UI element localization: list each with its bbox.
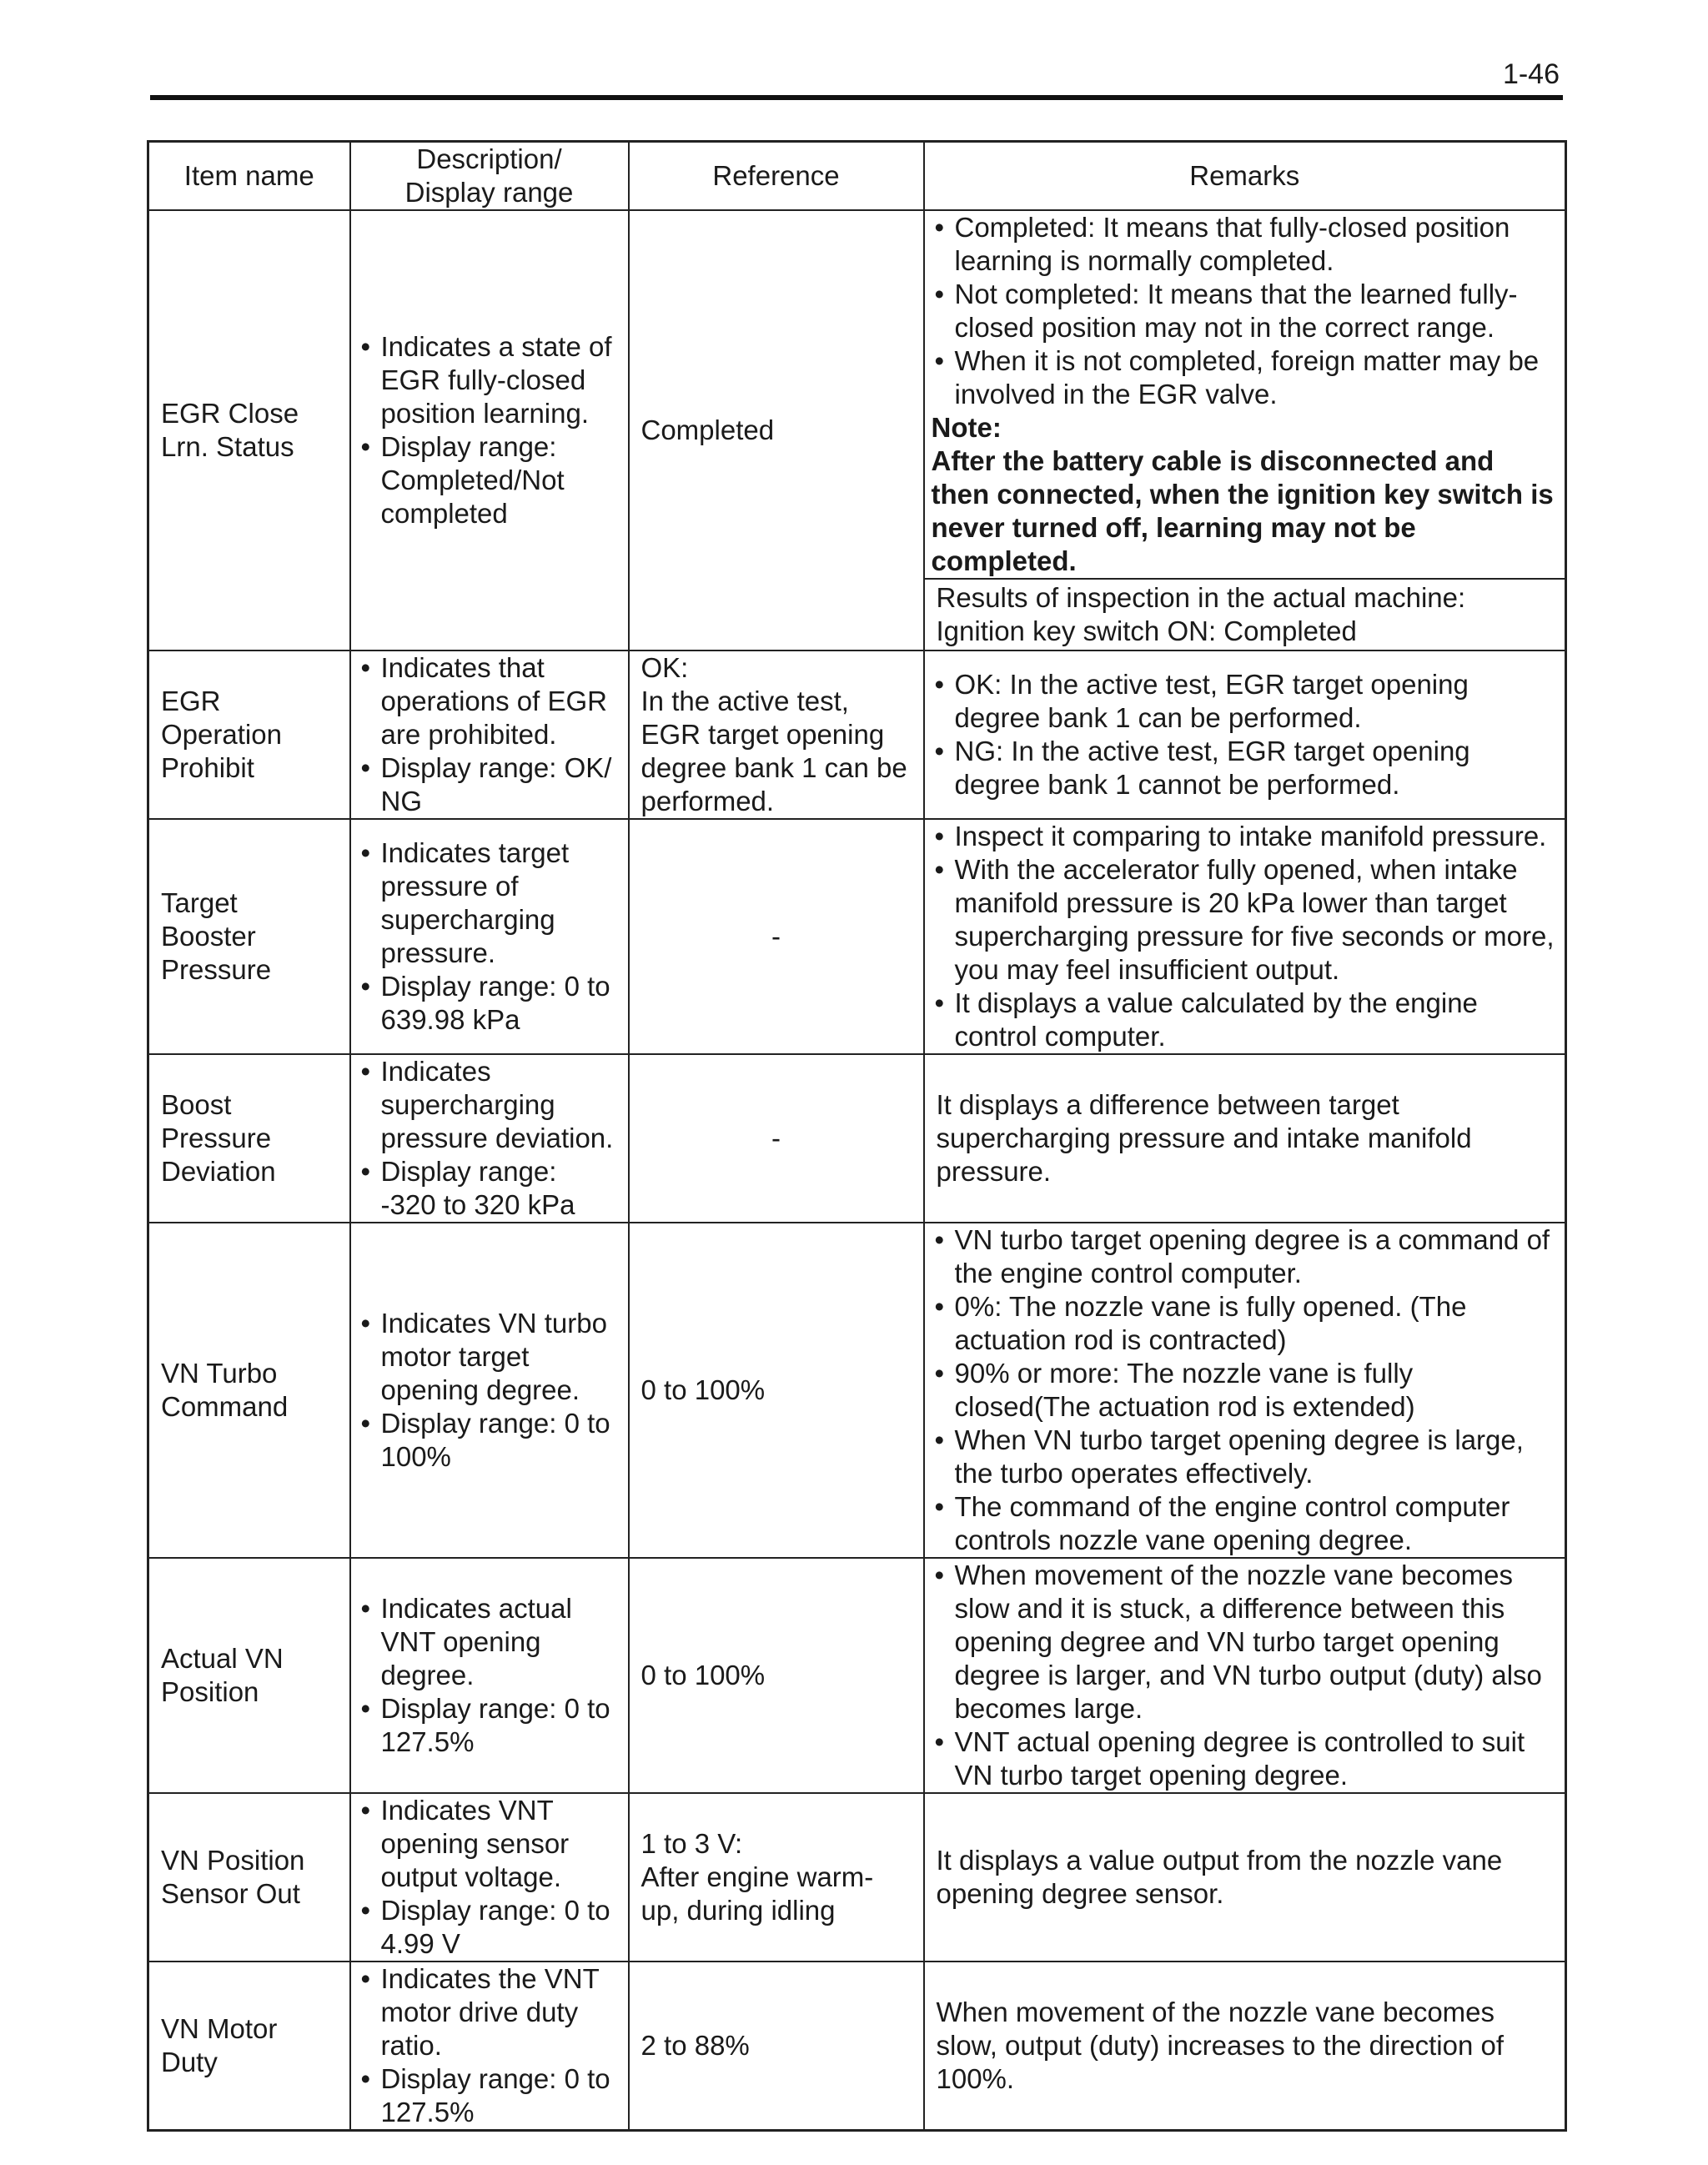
note-title: Note:	[931, 412, 1002, 443]
list-item: • Indicates VNT opening sensor output voltage.	[358, 1794, 620, 1894]
list-item: • VNT actual opening degree is controlled to suit VN turbo target opening degree.	[932, 1725, 1557, 1792]
list-item: • Display range: 0 to 127.5%	[358, 1692, 620, 1759]
item-name-cell: VN Position Sensor Out	[148, 1793, 350, 1962]
header-item-name: Item name	[148, 142, 350, 211]
description-cell	[350, 210, 629, 651]
list-item: • Indicates that operations of EGR are prohibited.	[358, 651, 620, 751]
list-item: • Indicates supercharging pressure deviation.	[358, 1055, 620, 1155]
table-row	[148, 1558, 1566, 1793]
item-name-cell: EGR Close Lrn. Status	[148, 210, 350, 651]
list-item: • Display range: 0 to 639.98 kPa	[358, 970, 620, 1037]
page-number: 1-46	[1502, 58, 1560, 90]
reference-cell: -	[629, 819, 924, 1054]
reference-cell: OK: In the active test, EGR target opening degree bank 1 can be performed.	[629, 651, 924, 819]
item-name-cell: VN Motor Duty	[148, 1962, 350, 2131]
list-item: • Display range: 0 to 4.99 V	[358, 1894, 620, 1961]
item-name-cell: VN Turbo Command	[148, 1223, 350, 1558]
list-item: • VN turbo target opening degree is a command of the engine control computer.	[932, 1223, 1557, 1290]
remarks-cell	[924, 819, 1566, 1054]
header-reference: Reference	[629, 142, 924, 211]
item-name-cell: Actual VN Position	[148, 1558, 350, 1793]
description-cell	[350, 1793, 629, 1962]
description-cell	[350, 1558, 629, 1793]
list-item: • The command of the engine control computer controls nozzle vane opening degree.	[932, 1490, 1557, 1557]
list-item: • Indicates a state of EGR fully-closed position learning.	[358, 330, 620, 430]
remarks-cell	[924, 1558, 1566, 1793]
list-item: • Indicates actual VNT opening degree.	[358, 1592, 620, 1692]
list-item: • Display range: 0 to 100%	[358, 1407, 620, 1474]
reference-cell: 1 to 3 V: After engine warm-up, during idling	[629, 1793, 924, 1962]
inspection-results: Results of inspection in the actual machine: Ignition key switch ON: Completed	[925, 578, 1565, 650]
remarks-cell	[924, 1223, 1566, 1558]
description-cell	[350, 1962, 629, 2131]
list-item: • With the accelerator fully opened, when intake manifold pressure is 20 kPa lower than target supercharging pressure for five seconds or more, you may feel insufficient output.	[932, 853, 1557, 987]
remarks-cell: It displays a value output from the nozzle vane opening degree sensor.	[924, 1793, 1566, 1962]
remarks-cell: When movement of the nozzle vane becomes slow, output (duty) increases to the direction of 100%.	[924, 1962, 1566, 2131]
table-row	[148, 1962, 1566, 2131]
table-header-row	[148, 142, 1566, 211]
description-cell	[350, 651, 629, 819]
description-cell	[350, 1054, 629, 1223]
reference-cell: Completed	[629, 210, 924, 651]
data-monitor-table	[147, 140, 1567, 2132]
remarks-cell	[924, 210, 1566, 651]
remarks-cell	[924, 651, 1566, 819]
list-item: • Indicates the VNT motor drive duty ratio.	[358, 1962, 620, 2062]
reference-cell: 2 to 88%	[629, 1962, 924, 2131]
item-name-cell: Boost Pressure Deviation	[148, 1054, 350, 1223]
list-item: • NG: In the active test, EGR target opening degree bank 1 cannot be performed.	[932, 735, 1557, 801]
item-name-cell: EGR Operation Prohibit	[148, 651, 350, 819]
list-item: • Indicates VN turbo motor target opening degree.	[358, 1307, 620, 1407]
table-row	[148, 651, 1566, 819]
reference-cell: 0 to 100%	[629, 1558, 924, 1793]
list-item: • It displays a value calculated by the engine control computer.	[932, 987, 1557, 1053]
list-item: • 90% or more: The nozzle vane is fully closed(The actuation rod is extended)	[932, 1357, 1557, 1424]
list-item: • Inspect it comparing to intake manifold pressure.	[932, 820, 1557, 853]
table-row	[148, 1054, 1566, 1223]
reference-cell: -	[629, 1054, 924, 1223]
table-row	[148, 1223, 1566, 1558]
list-item: • When movement of the nozzle vane becomes slow and it is stuck, a difference between this opening degree and VN turbo target opening degree is larger, and VN turbo output (duty) also becomes large.	[932, 1559, 1557, 1725]
table-row	[148, 1793, 1566, 1962]
list-item: • Display range: OK/ NG	[358, 751, 620, 818]
list-item: • Display range: -320 to 320 kPa	[358, 1155, 620, 1222]
list-item: • Indicates target pressure of supercharging pressure.	[358, 836, 620, 970]
list-item: • Completed: It means that fully-closed position learning is normally completed.	[932, 211, 1557, 278]
remarks-cell: It displays a difference between target supercharging pressure and intake manifold pressure.	[924, 1054, 1566, 1223]
list-item: • Display range: Completed/Not completed	[358, 430, 620, 530]
description-cell	[350, 1223, 629, 1558]
item-name-cell: Target Booster Pressure	[148, 819, 350, 1054]
header-remarks: Remarks	[924, 142, 1566, 211]
note-body: After the battery cable is disconnected and then connected, when the ignition key switch is never turned off, learning may not be completed.	[931, 445, 1554, 576]
list-item: • Not completed: It means that the learned fully-closed position may not in the correct range.	[932, 278, 1557, 344]
description-cell	[350, 819, 629, 1054]
header-rule	[150, 95, 1563, 100]
header-description: Description/ Display range	[350, 142, 629, 211]
table-row	[148, 210, 1566, 651]
table-row	[148, 819, 1566, 1054]
reference-cell: 0 to 100%	[629, 1223, 924, 1558]
list-item: • When it is not completed, foreign matter may be involved in the EGR valve.	[932, 344, 1557, 411]
list-item: • 0%: The nozzle vane is fully opened. (The actuation rod is contracted)	[932, 1290, 1557, 1357]
list-item: • When VN turbo target opening degree is large, the turbo operates effectively.	[932, 1424, 1557, 1490]
list-item: • OK: In the active test, EGR target opening degree bank 1 can be performed.	[932, 668, 1557, 735]
list-item: • Display range: 0 to 127.5%	[358, 2062, 620, 2129]
